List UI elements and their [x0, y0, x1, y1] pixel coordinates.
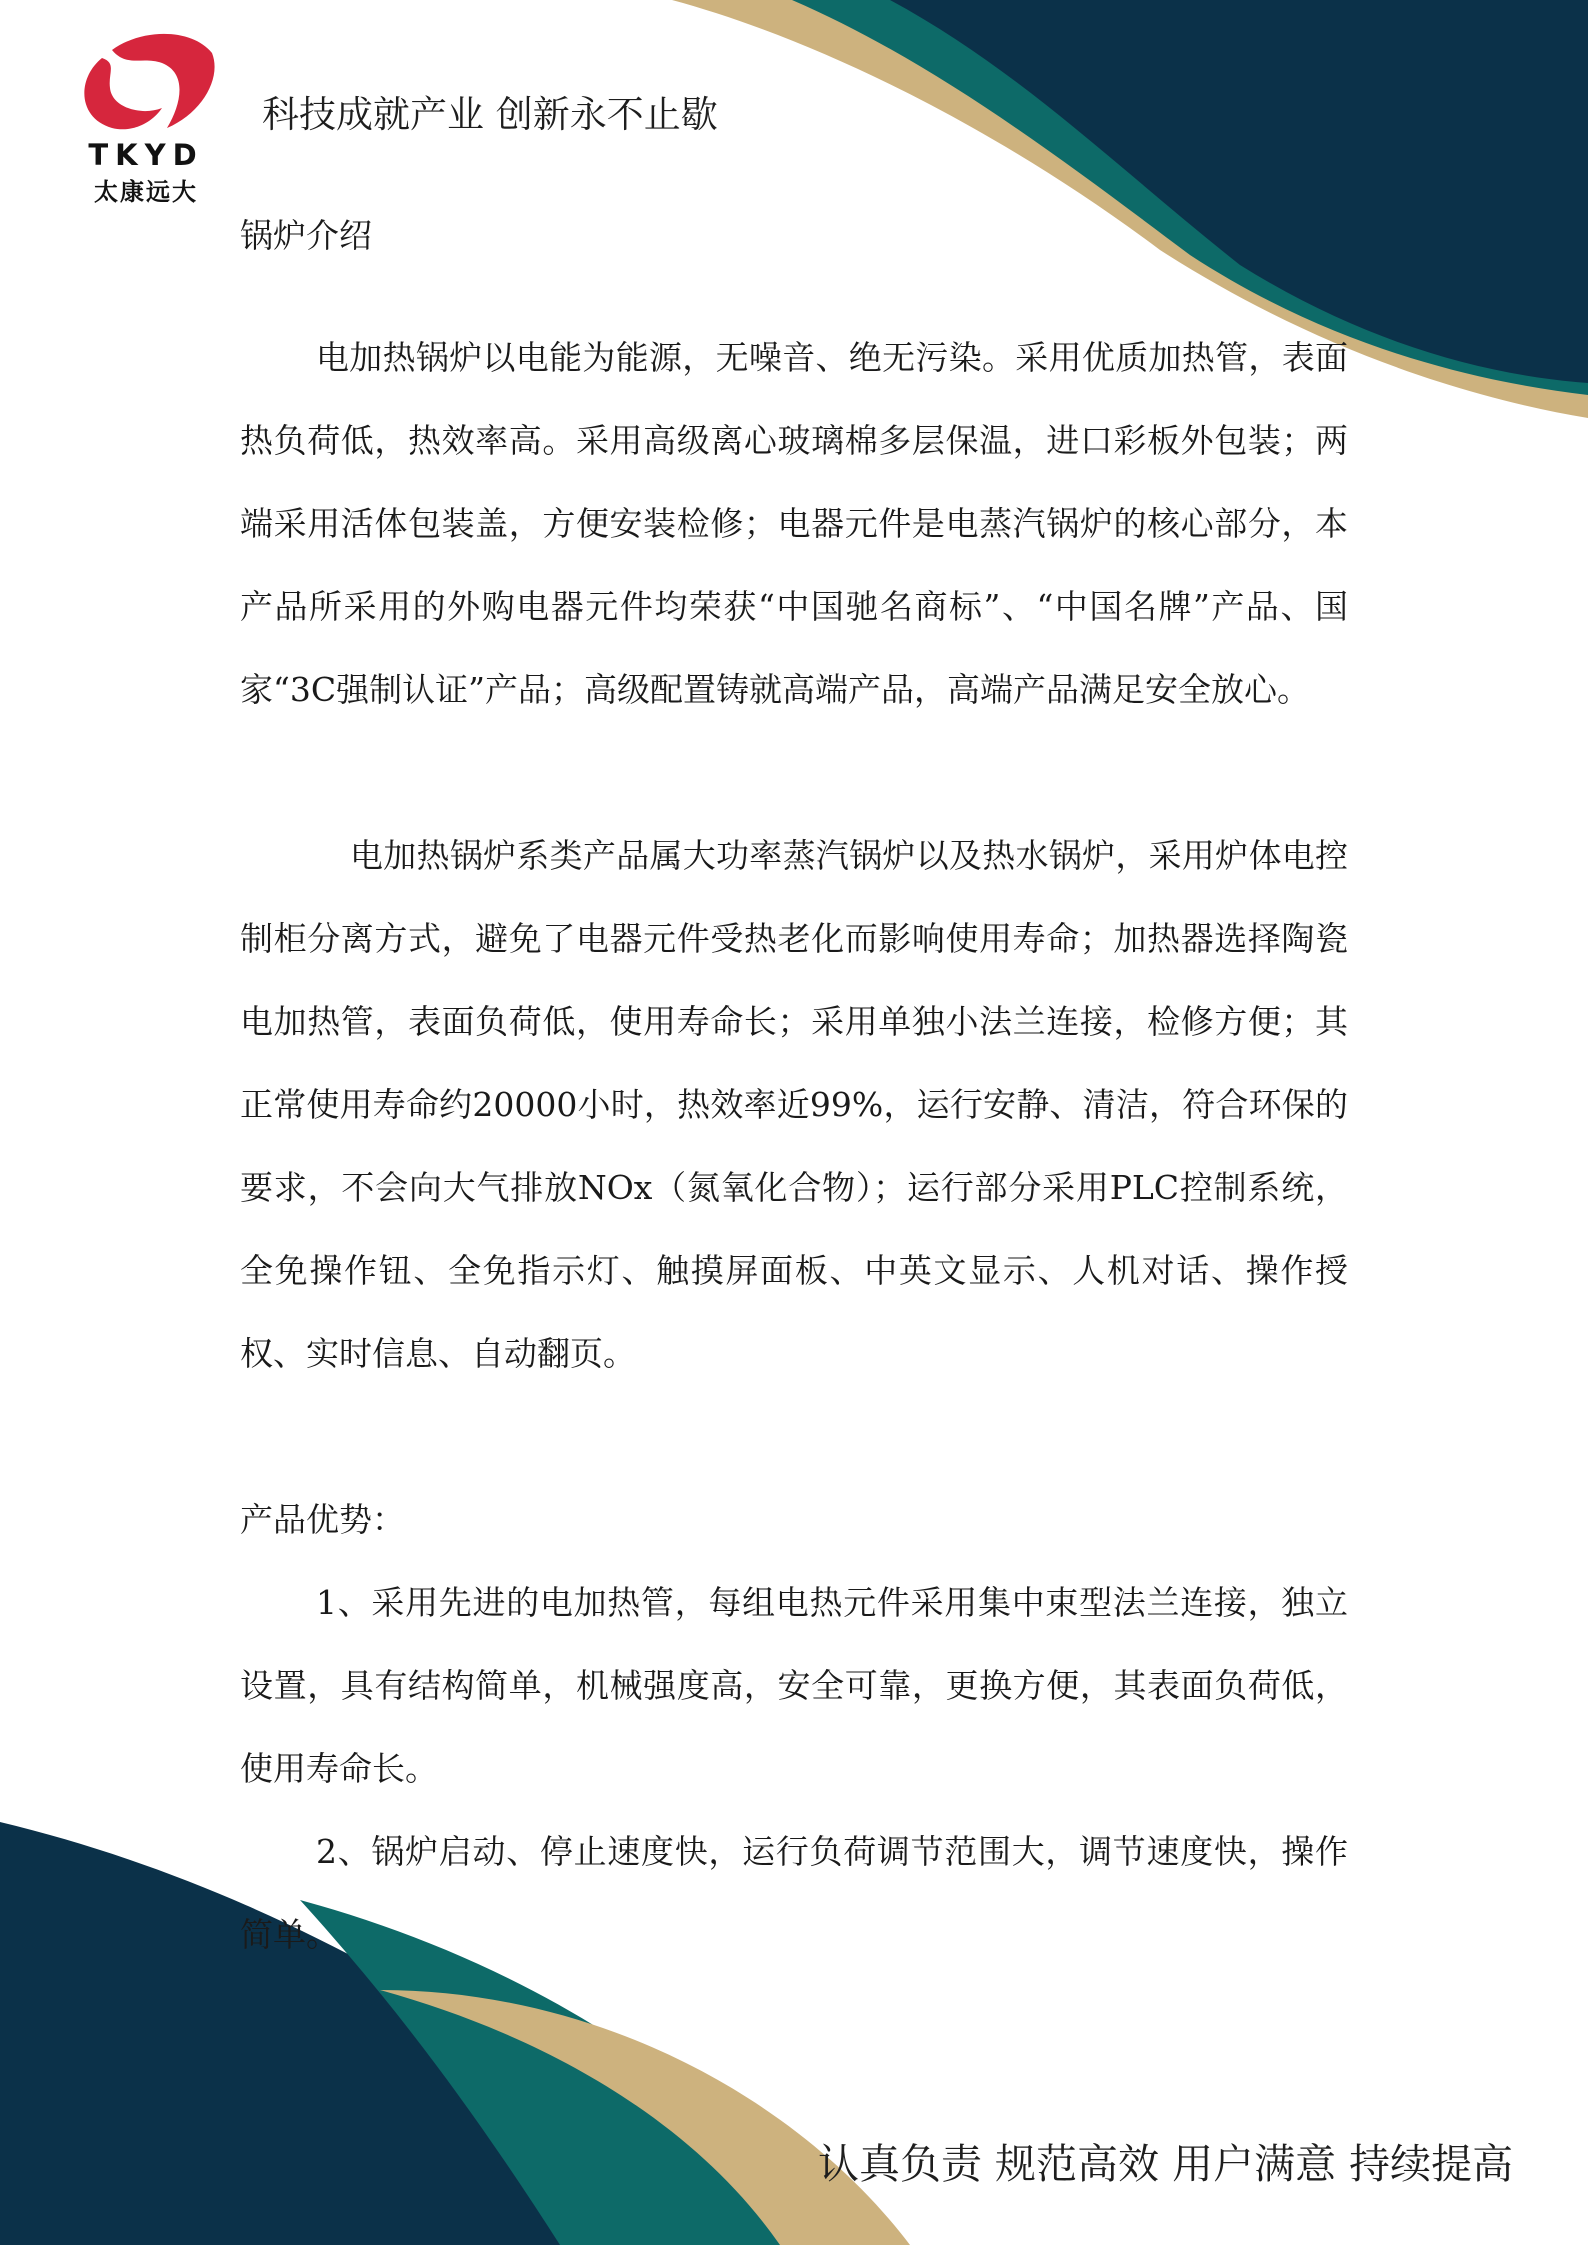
- advantages-title: 产品优势：: [240, 1500, 405, 1539]
- paragraph-2: 电加热锅炉系类产品属大功率蒸汽锅炉以及热水锅炉，采用炉体电控制柜分离方式，避免了电器元件受热老化而影响使用寿命；加热器选择陶瓷电加热管，表面负荷低，使用寿命长；采用单独小法兰连接，检修方便；其正常使用寿命约20000小时，热效率近99%，运行安静、清洁，符合环保的要求，不会向大气排放NOx（氮氧化合物）；运行部分采用PLC控制系统，全免操作钮、全免指示灯、触摸屏面板、中英文显示、人机对话、操作授权、实时信息、自动翻页。: [240, 836, 1348, 1373]
- advantage-item-1: 1、采用先进的电加热管，每组电热元件采用集中束型法兰连接，独立设置，具有结构简单，机械强度高，安全可靠，更换方便，其表面负荷低，使用寿命长。: [240, 1583, 1348, 1788]
- logo-text-cn: 太康远大: [94, 178, 198, 206]
- header-slogan: 科技成就产业 创新永不止歇: [262, 93, 718, 136]
- main-content: [240, 206, 1348, 1976]
- paragraph-1: 电加热锅炉以电能为能源，无噪音、绝无污染。采用优质加热管，表面热负荷低，热效率高。采用高级离心玻璃棉多层保温，进口彩板外包装；两端采用活体包装盖，方便安装检修；电器元件是电蒸汽锅炉的核心部分，本产品所采用的外购电器元件均荣获“中国驰名商标”、“中国名牌”产品、国家“3C强制认证”产品；高级配置铸就高端产品，高端产品满足安全放心。: [240, 338, 1348, 709]
- logo-text-en: TKYD: [88, 138, 204, 172]
- tkyd-logo: [72, 28, 222, 138]
- advantage-item-2: 2、锅炉启动、停止速度快，运行负荷调节范围大，调节速度快，操作简单。: [240, 1832, 1348, 1954]
- footer-slogan: 认真负责 规范高效 用户满意 持续提高: [818, 2140, 1514, 2188]
- section-title: 锅炉介绍: [240, 216, 372, 255]
